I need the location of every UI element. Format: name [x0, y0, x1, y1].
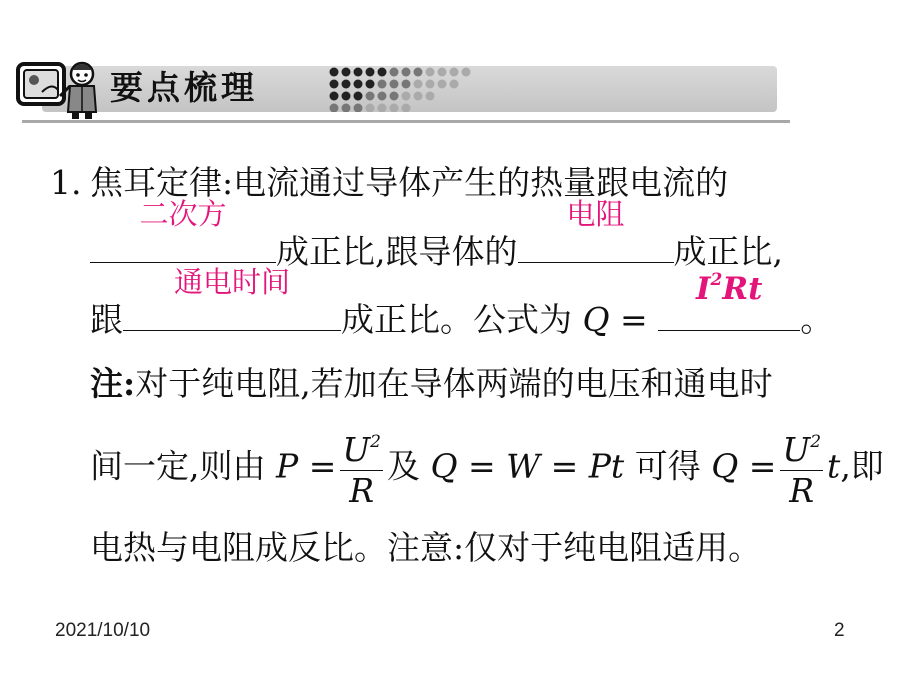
- note-line2: [90, 422, 884, 511]
- note-line2-start: 间一定,则由: [90, 446, 266, 486]
- fraction-U2-over-R-1: [340, 422, 383, 511]
- t-variable: t: [827, 446, 841, 486]
- note-line1: [90, 364, 773, 404]
- fraction-numerator: $U^2$: [340, 422, 383, 471]
- section-banner: [12, 56, 790, 118]
- fraction-denominator: R: [789, 471, 815, 510]
- note-line2-end: ,即: [840, 446, 884, 486]
- note-line2-mid2: 可得: [634, 446, 701, 486]
- note-label: 注:: [90, 364, 136, 403]
- answer-blank-formula: [658, 270, 800, 331]
- P-equals: P =: [276, 446, 337, 486]
- Q-equals: Q =: [711, 446, 777, 486]
- section-title: 要点梳理: [110, 68, 258, 107]
- answer-formula: [658, 260, 800, 309]
- fraction-numerator: $U^2$: [780, 422, 823, 471]
- line2-end-text: 成正比,: [673, 232, 783, 271]
- decorative-dots: [328, 64, 478, 112]
- fraction-U2-over-R-2: [780, 422, 823, 511]
- teacher-board-icon: [12, 56, 106, 120]
- line3-end-text: 。: [800, 300, 834, 339]
- line3-start-text: 跟: [90, 300, 123, 339]
- footer-date: 2021/10/10: [55, 620, 151, 641]
- answer-blank-2: [518, 197, 674, 263]
- line2-mid-text: 成正比,跟导体的: [276, 232, 518, 271]
- formula-Rt: Rt: [722, 271, 763, 307]
- page-number: 2: [834, 620, 845, 641]
- note-line2-mid: 及: [387, 446, 420, 486]
- formula-lhs: Q =: [582, 300, 648, 339]
- answer-blank-3: [123, 265, 341, 331]
- formula-exponent: 2: [710, 270, 723, 290]
- Q-W-Pt: Q = W = Pt: [430, 446, 625, 486]
- line3-mid-text: 成正比。公式为: [341, 300, 572, 339]
- law-statement-line3: [90, 265, 834, 340]
- answer-blank-1: [90, 197, 276, 263]
- law-statement-line1: 焦耳定律:电流通过导体产生的热量跟电流的: [90, 163, 729, 202]
- item-number: 1.: [50, 163, 82, 202]
- answer-text-1: 二次方: [139, 197, 227, 231]
- banner-underline: [22, 120, 790, 123]
- formula-I: I: [695, 271, 711, 307]
- fraction-denominator: R: [349, 471, 375, 510]
- note-text-1: 对于纯电阻,若加在导体两端的电压和通电时: [135, 364, 773, 403]
- answer-text-2: 电阻: [566, 197, 625, 231]
- answer-text-3: 通电时间: [173, 265, 290, 299]
- note-line3: 电热与电阻成反比。注意:仅对于纯电阻适用。: [90, 528, 762, 567]
